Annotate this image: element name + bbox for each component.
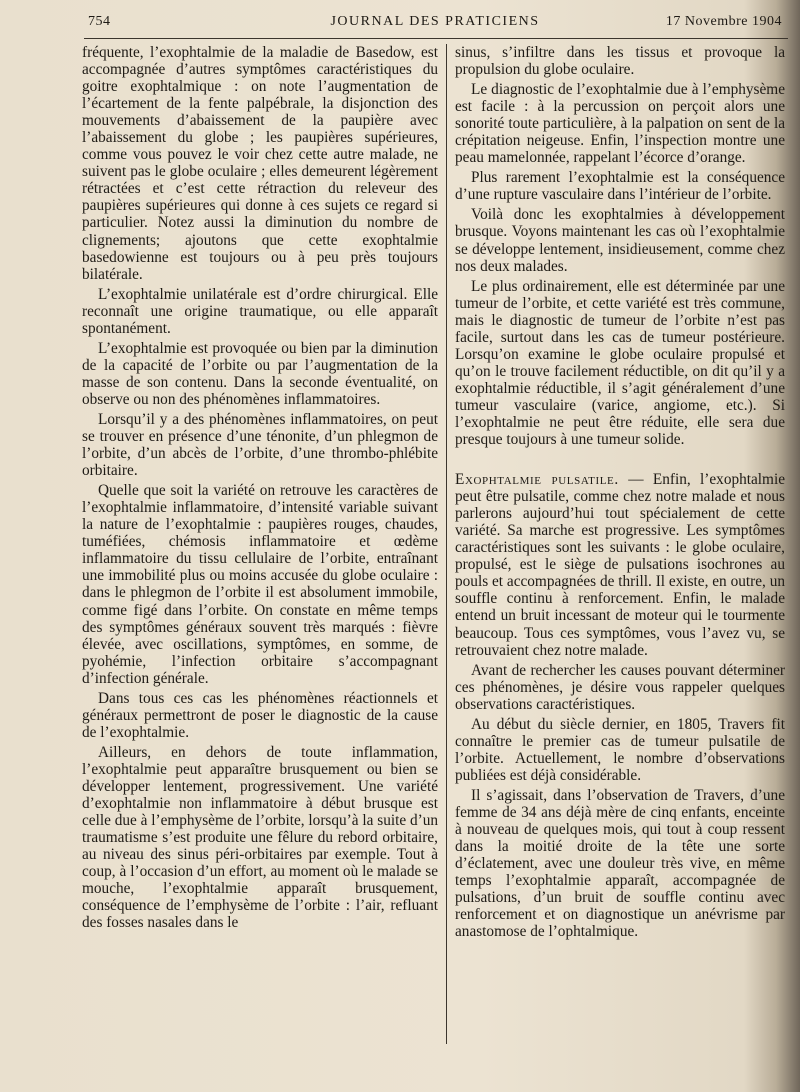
paragraph: Lorsqu’il y a des phénomènes inflammatoires, on peut se trouver en présence d’une ténonite, d’un phlegmon de l’orbite, d’un abcès de l’orbite, d’une thrombo-phlébite orbitaire. (82, 410, 438, 480)
paragraph: Dans tous ces cas les phénomènes réactionnels et généraux permettront de poser le diagnostic de la cause de l’exophtalmie. (82, 689, 438, 741)
paragraph: L’exophtalmie unilatérale est d’ordre chirurgical. Elle reconnaît une origine traumatique, ou elle apparaît spontanément. (82, 285, 438, 337)
paragraph: sinus, s’infiltre dans les tissus et provoque la propulsion du globe oculaire. (455, 44, 785, 79)
paragraph: Le diagnostic de l’exophtalmie due à l’emphysème est facile : à la percussion on perçoit alors une sonorité toute particulière, à la palpation on sent de la crépitation neigeuse. Enfin, l’inspection montre une peau mamelonnée, rappelant l’écorce d’orange. (455, 81, 785, 167)
paragraph: Voilà donc les exophtalmies à développement brusque. Voyons maintenant les cas où l’exophtalmie se développe lentement, insidieusement, comme chez nos deux malades. (455, 206, 785, 275)
paragraph: Au début du siècle dernier, en 1805, Travers fit connaître le premier cas de tumeur pulsatile de l’orbite. Actuellement, le nombre d’observations publiées est déjà considérable. (455, 715, 785, 784)
paragraph: Il s’agissait, dans l’observation de Travers, d’une femme de 34 ans déjà mère de cinq enfants, enceinte à nouveau de quelques mois, qui tout à coup ressent dans la moitié droite de la tête une sorte d’éclatement, avec une douleur très vive, en même temps l’exophtalmie apparaît, accompagnée de pulsations, d’un bruit de souffle continu avec renforcement et on diagnostique un anévrisme par anastomose de l’ophtalmique. (455, 786, 785, 941)
running-header (88, 14, 782, 34)
section-text: — Enfin, l’exophtalmie peut être pulsatile, comme chez notre malade et nous parlerons aujourd’hui tout spécialement de cette variété. Sa marche est progressive. Les symptômes caractéristiques sont les suivants : le globe oculaire, propulsé, est le siège de pulsations isochrones au pouls et accompagnées de thrill. Il existe, en outre, un souffle continu à renforcement. Enfin, le malade entend un bruit incessant de moteur qui le tourmente beaucoup. Tous ces symptômes, vous l’avez vu, se retrouvaient chez notre malade. (455, 471, 785, 659)
column-divider (446, 44, 447, 1044)
paragraph: Quelle que soit la variété on retrouve les caractères de l’exophtalmie inflammatoire, d’intensité variable suivant la nature de l’exophtalmie : paupières rouges, chaudes, tuméfiées, chémosis inflammatoire et œdème inflammatoire du tissu cellulaire de l’orbite, entraînant une immobilité plus ou moins accusée du globe oculaire : dans le phlegmon de l’orbite il est absolument immobile, comme figé dans l’orbite. On constate en même temps des symptômes généraux souvent très marqués : fièvre élevée, avec oscillations, symptômes, en somme, de pyohémie, l’infection orbitaire s’accompagnant d’infection générale. (82, 482, 438, 687)
issue-date: 17 Novembre 1904 (665, 14, 782, 29)
header-rule (84, 38, 788, 39)
right-column (455, 44, 785, 943)
paragraph: Plus rarement l’exophtalmie est la conséquence d’une rupture vasculaire dans l’intérieur de l’orbite. (455, 169, 785, 204)
section-heading: Exophtalmie pulsatile. (455, 471, 619, 489)
paragraph: Avant de rechercher les causes pouvant déterminer ces phénomènes, je désire vous rappeler quelques observations caractéristiques. (455, 661, 785, 713)
journal-title: JOURNAL DES PRATICIENS (330, 14, 540, 29)
paragraph: fréquente, l’exophtalmie de la maladie de Basedow, est accompagnée d’autres symptômes caractéristiques du goitre exophtalmique : on note l’augmentation de l’écartement de la fente palpébrale, la disjonction des mouvements d’abaissement de la paupière avec l’abaissement du globe ; les paupières supérieures, comme vous pouvez le voir chez cette autre malade, ne suivent pas le globe oculaire ; elles demeurent légèrement rétractées et c’est cette rétraction du releveur des paupières supérieures qui donne à ces sujets ce regard si particulier. Notez aussi la diminution du nombre de clignements; ajoutons que cette exophtalmie basedowienne est toujours ou à peu près toujours bilatérale. (82, 44, 438, 283)
left-column (82, 44, 438, 934)
section-paragraph (455, 471, 785, 659)
paragraph: Le plus ordinairement, elle est déterminée par une tumeur de l’orbite, et cette variété est très commune, mais le diagnostic de tumeur de l’orbite n’est pas facile, surtout dans les cas de tumeur postérieure. Lorsqu’on examine le globe oculaire propulsé et qu’on le trouve facilement réductible, on dit qu’il y a exophtalmie réductible, il s’agit généralement d’une tumeur vasculaire (varice, angiome, etc.). Si l’exophtalmie ne peut être réduite, elle sera due presque toujours à une tumeur solide. (455, 277, 785, 449)
page-number: 754 (88, 14, 111, 29)
paragraph: Ailleurs, en dehors de toute inflammation, l’exophtalmie peut apparaître brusquement ou bien se développer lentement, progressivement. Une variété d’exophtalmie non inflammatoire à début brusque est celle due à l’emphysème de l’orbite, lorsqu’à la suite d’un traumatisme s’est produite une fêlure du rebord orbitaire, au niveau des sinus péri-orbitaires par exemple. Tout à coup, à l’occasion d’un effort, au moment où le malade se mouche, l’exophtalmie apparaît brusquement, conséquence de l’emphysème de l’orbite : l’air, refluant des fosses nasales dans le (82, 743, 438, 932)
paragraph: L’exophtalmie est provoquée ou bien par la diminution de la capacité de l’orbite ou par l’augmentation de la masse de son contenu. Dans la seconde éventualité, on observe ou non des phénomènes inflammatoires. (82, 339, 438, 408)
